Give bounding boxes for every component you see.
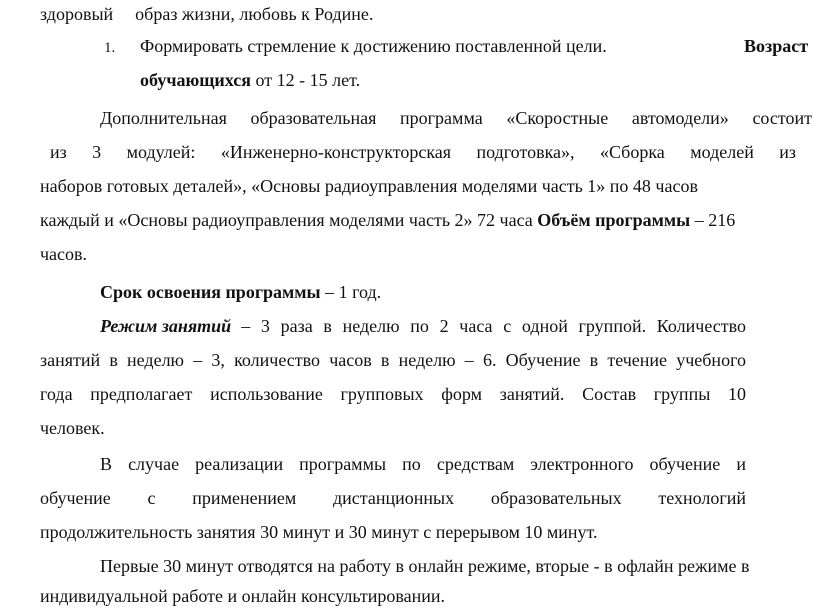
list-item-number: 1. (104, 40, 116, 56)
healthy-lifestyle-text: образ жизни, любовь к Родине. (135, 4, 374, 24)
elearning-line-1: В случае реализации программы по средствам электронного обучение и (100, 454, 746, 474)
mode-line-1 (100, 314, 746, 338)
online-line-1: Первые 30 минут отводятся на работу в онлайн режиме, вторые - в офлайн режиме в (100, 556, 750, 576)
program-paragraph-line-4 (40, 208, 735, 232)
term-value: – 1 год. (325, 282, 382, 302)
word-healthy: здоровый (40, 4, 114, 24)
mode-text-1: – 3 раза в неделю по 2 часа с одной группой. Количество (241, 316, 746, 336)
text-line-1 (40, 2, 373, 26)
term-line (100, 280, 381, 304)
online-line-2: индивидуальной работе и онлайн консультировании. (40, 586, 446, 606)
program-paragraph-line-5: часов. (40, 244, 88, 264)
term-label: Срок освоения программы (100, 282, 321, 302)
program-paragraph-line-1: Дополнительная образовательная программа «Скоростные автомодели» состоит (100, 108, 812, 128)
program-paragraph-line-3: наборов готовых деталей», «Основы радиоуправления моделями часть 1» по 48 часов (40, 176, 698, 196)
mode-line-4: человек. (40, 418, 105, 438)
mode-line-2: занятий в неделю – 3, количество часов в неделю – 6. Обучение в течение учебного (40, 350, 746, 370)
age-label-students: обучающихся (140, 70, 251, 90)
volume-value: – 216 (694, 210, 736, 230)
list-item-text: Формировать стремление к достижению поставленной цели. (140, 36, 607, 56)
age-label: Возраст (744, 36, 809, 56)
mode-line-3: года предполагает использование групповых форм занятий. Состав группы 10 (40, 384, 746, 404)
program-paragraph-line-2: из 3 модулей: «Инженерно-конструкторская подготовка», «Сборка моделей из (50, 142, 796, 162)
mode-label: Режим занятий (100, 316, 232, 336)
age-line (140, 68, 360, 92)
age-value: от 12 - 15 лет. (255, 70, 361, 90)
elearning-line-3: продолжительность занятия 30 минут и 30 минут с перерывом 10 минут. (40, 522, 598, 542)
elearning-line-2: обучение с применением дистанционных образовательных технологий (40, 488, 746, 508)
program-modules-text: каждый и «Основы радиоуправления моделями часть 2» 72 часа (40, 210, 533, 230)
volume-label: Объём программы (537, 210, 691, 230)
